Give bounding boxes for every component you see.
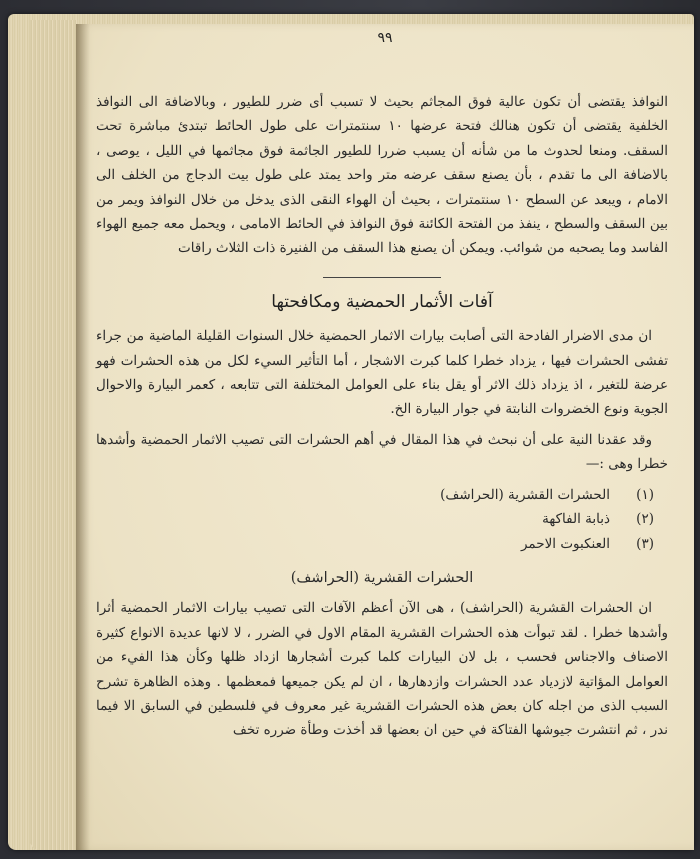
list-text: الحشرات القشرية (الحراشف): [440, 486, 610, 503]
page-number: ٩٩: [377, 30, 393, 46]
paragraph-intent: وقد عقدنا النية على أن نبحث في هذا المقال في أهم الحشرات التى تصيب الاثمار الحمضية وأشدها خطرا وهى :—: [96, 431, 668, 473]
pest-list: [96, 483, 654, 556]
binding-shadow: [76, 24, 90, 850]
list-item: [96, 483, 654, 507]
subsection-heading: الحشرات القشرية (الحراشف): [290, 569, 474, 586]
paragraph-intro: ان مدى الاضرار الفادحة التى أصابت بيارات الاثمار الحمضية خلال السنوات القليلة الماضية من جراء تفشى الحشرات فيها ، يزداد خطرا كلما كبرت الاشجار ، أما التأثير السيء لكل من هذه الحشرات فهو عرضة للتغير ، اذ يزداد ذلك الاثر أو يقل بناء على العوامل المختلفة التى تتابعه ، كعمر البيارة والاحوال الجوية ونوع الخضروات النابتة في جوار البيارة الخ.: [96, 328, 668, 418]
list-number: (١): [636, 486, 654, 503]
list-number: (٣): [636, 535, 654, 552]
page-edges: [30, 20, 78, 850]
book-page: [76, 24, 694, 850]
list-item: [96, 532, 654, 556]
paragraph-ventilation: النوافذ يقتضى أن تكون عالية فوق المجاثم بحيث لا تسبب أى ضرر للطيور ، وبالاضافة الى النوافذ الخلفية يقتضى أن تكون هنالك فتحة عرضها ١٠ سنتمترات على طول الحائط تبتدئ مباشرة تحت السقف. ومنعا لحدوث ما من شأنه أن يسبب ضررا للطيور الجاثمة فوق مجاثمها في الليل ، يوصى ، بالاضافة الى ما تقدم ، بأن يصنع سقف عرضه متر واحد يمتد على طول بيت الدجاج من الخلف الى الامام ، ويبعد عن السطح ١٠ سنتمترات ، بحيث أن الهواء النقى الذى يدخل من خلال النوافذ ويمر من بين السقف والسطح ، ينفذ من الفتحة الكائنة فوق النوافذ في الحائط الامامى ، ويحمل معه جميع الهواء الفاسد وما يصحبه من شوائب. ويمكن أن يصنع هذا السقف من الفنيرة ذات الثلاث راقات: [96, 94, 668, 257]
list-number: (٢): [636, 511, 654, 528]
section-divider: [323, 277, 441, 278]
list-text: ذبابة الفاكهة: [542, 511, 610, 528]
paragraph-scale-insects: ان الحشرات القشرية (الحراشف) ، هى الآن أعظم الآفات التى تصيب بيارات الاثمار الحمضية أثرا وأشدها خطرا . لقد تبوأت هذه الحشرات القشرية المقام الاول في الضرر ، لا لانها عديدة الانواع كثيرة الاصناف والاجناس فحسب ، بل لان البيارات كلما كبرت أشجارها ازداد ظلها وكأن هذا الفيء من العوامل المؤاتية لازدياد عدد الحشرات وازدهارها ، ان لم يكن جميعها فمعظمها . وهذه الظاهرة تشرح السبب الذى من اجله كان بعض هذه الحشرات القشرية غير معروف في فلسطين في السابق الا فيما ندر ، ثم انتشرت جيوشها الفتاكة في حين ان بعضها قد أخذت وطأة ضرره تخف: [96, 600, 668, 739]
section-heading: آفات الأثمار الحمضية ومكافحتها: [271, 291, 493, 312]
list-text: العنكبوت الاحمر: [520, 535, 610, 552]
list-item: [96, 507, 654, 531]
page-content: [96, 62, 668, 743]
